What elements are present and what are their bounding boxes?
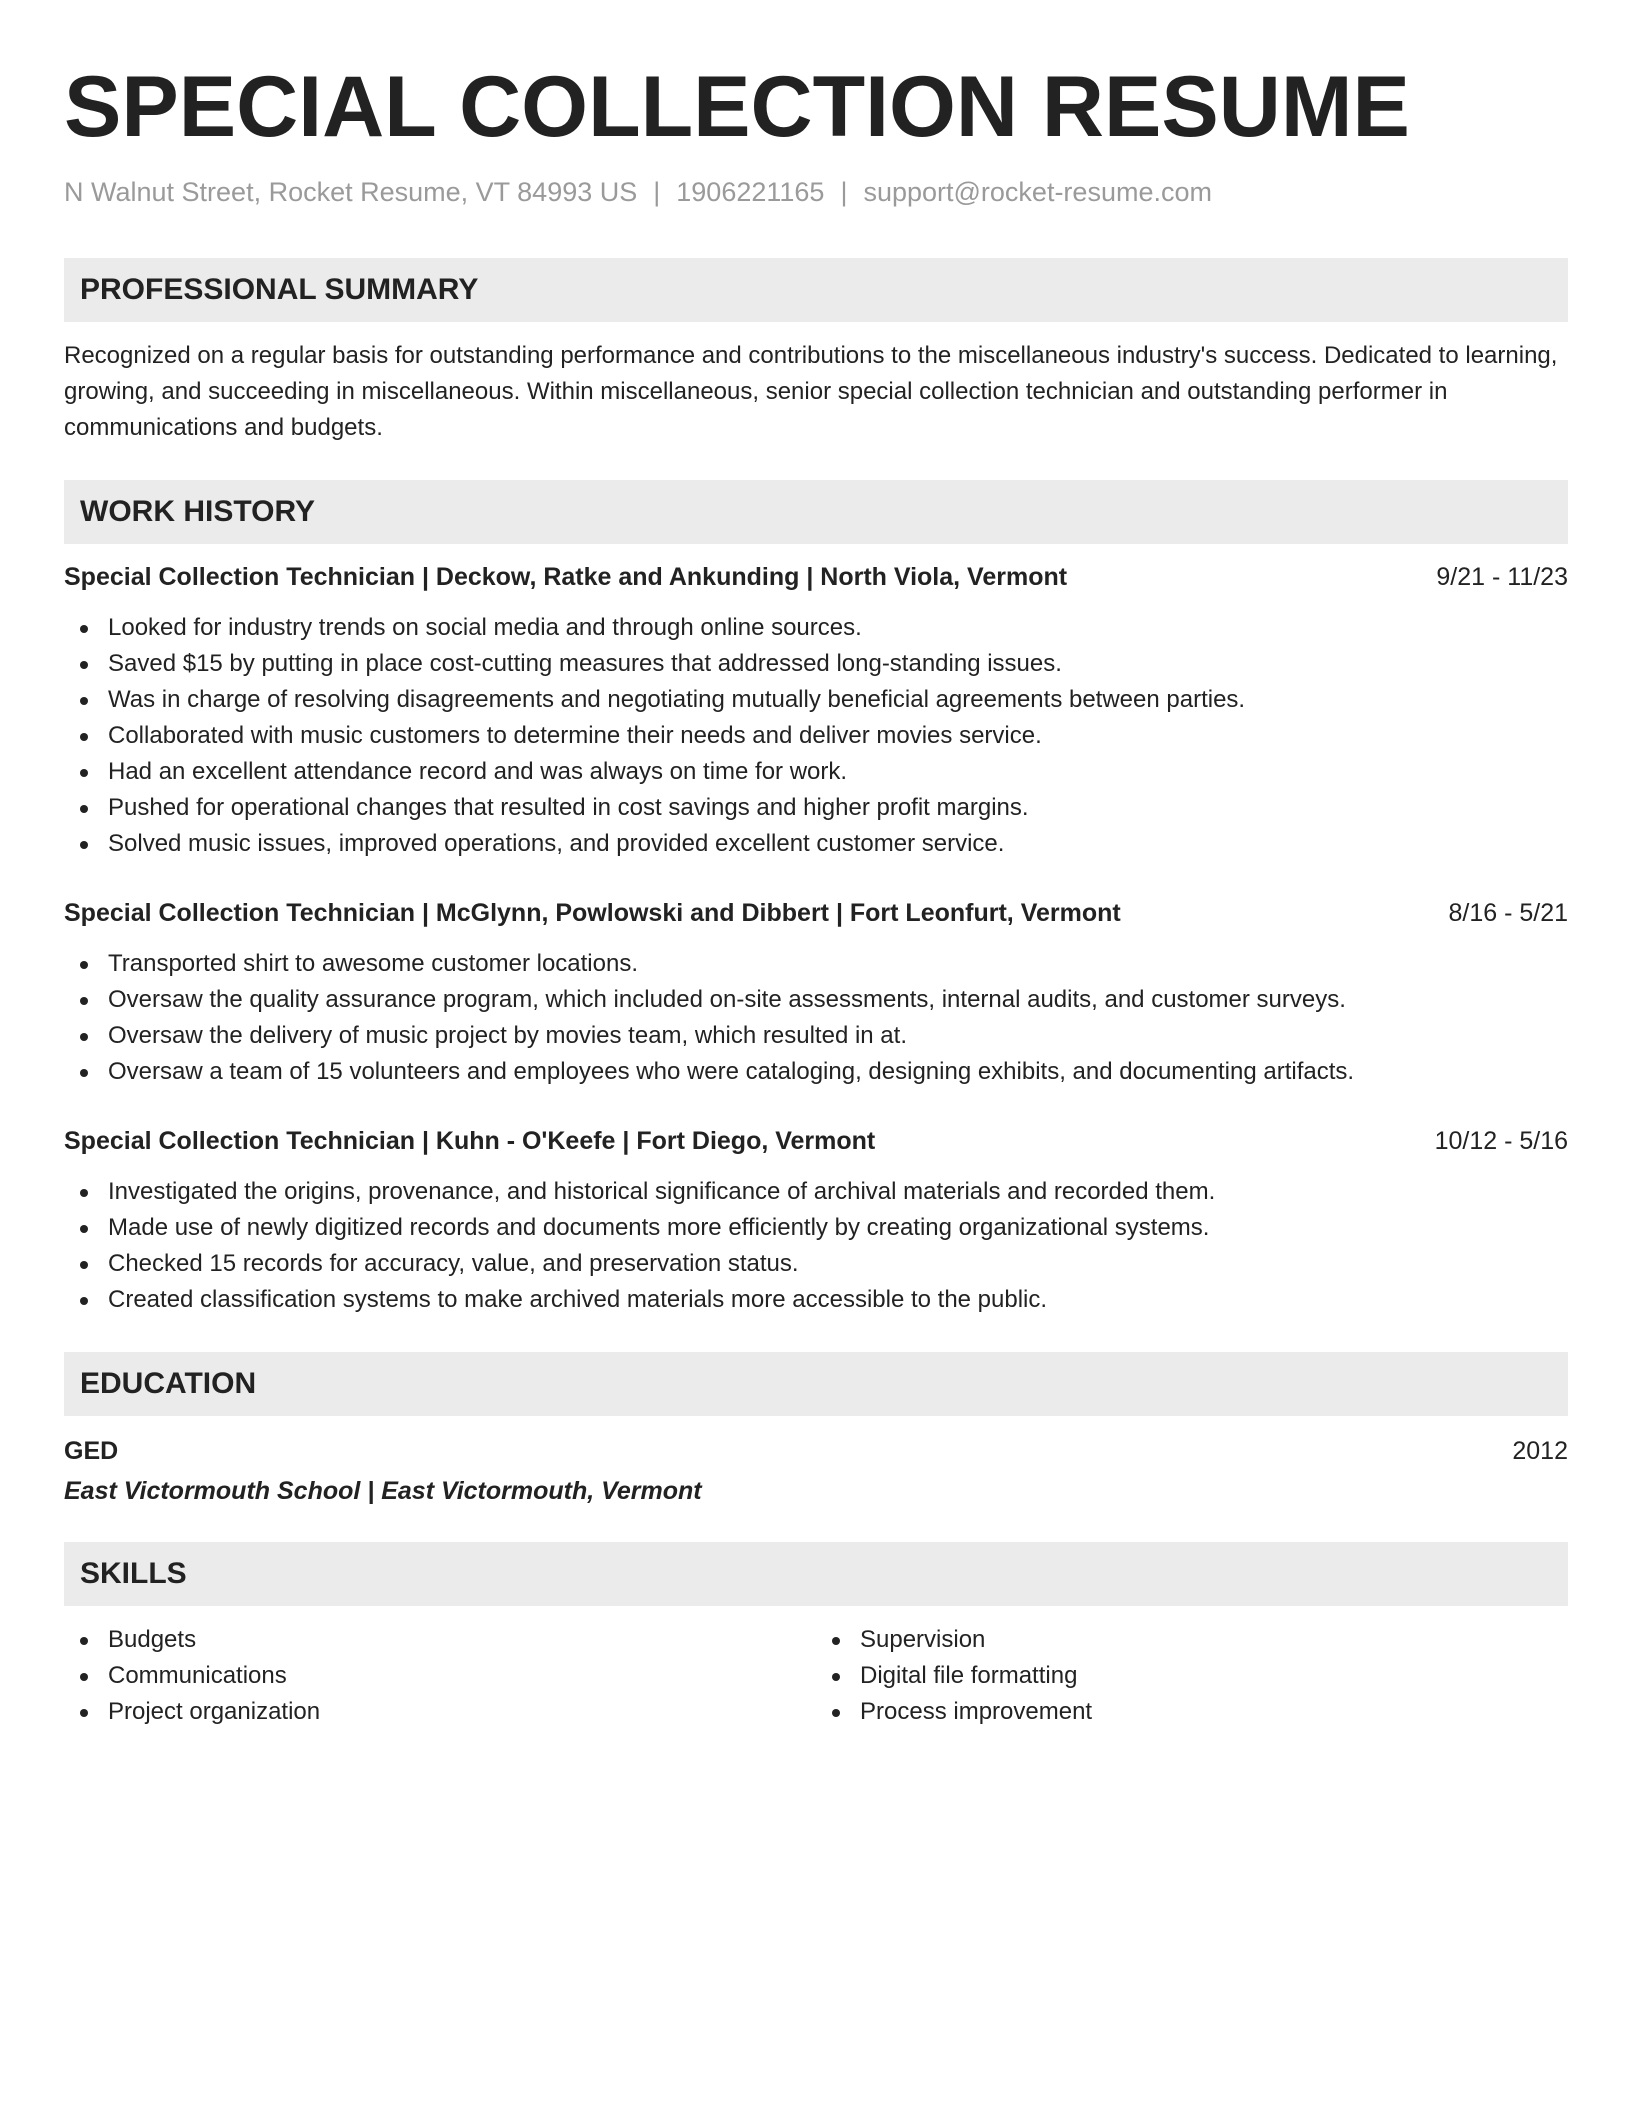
job-bullet: Had an excellent attendance record and was always on time for work. — [64, 754, 1568, 790]
job-entry — [64, 560, 1568, 862]
job-header — [64, 1124, 1568, 1158]
job-dates: 8/16 - 5/21 — [1448, 899, 1568, 928]
skill-item: Digital file formatting — [816, 1658, 1568, 1694]
contact-separator: | — [840, 177, 848, 207]
job-bullet: Investigated the origins, provenance, and historical significance of archival materials and recorded them. — [64, 1174, 1568, 1210]
job-title: Special Collection Technician | McGlynn, Powlowski and Dibbert | Fort Leonfurt, Vermont — [64, 899, 1121, 928]
skill-item: Project organization — [64, 1694, 816, 1730]
skill-item: Budgets — [64, 1622, 816, 1658]
job-dates: 9/21 - 11/23 — [1436, 563, 1568, 592]
job-bullet: Checked 15 records for accuracy, value, and preservation status. — [64, 1246, 1568, 1282]
job-header — [64, 560, 1568, 594]
job-title: Special Collection Technician | Kuhn - O'Keefe | Fort Diego, Vermont — [64, 1127, 876, 1156]
skills-column-right — [816, 1622, 1568, 1730]
job-bullet: Made use of newly digitized records and documents more efficiently by creating organizational systems. — [64, 1210, 1568, 1246]
section-header-work-history: WORK HISTORY — [64, 480, 1568, 544]
job-bullet: Oversaw the quality assurance program, which included on-site assessments, internal audits, and customer surveys. — [64, 982, 1568, 1018]
job-bullet: Saved $15 by putting in place cost-cutting measures that addressed long-standing issues. — [64, 646, 1568, 682]
skill-item: Communications — [64, 1658, 816, 1694]
job-bullet: Looked for industry trends on social media and through online sources. — [64, 610, 1568, 646]
contact-separator: | — [653, 177, 661, 207]
resume-title: SPECIAL COLLECTION RESUME — [64, 59, 1410, 155]
job-bullet: Solved music issues, improved operations, and provided excellent customer service. — [64, 826, 1568, 862]
job-bullet: Collaborated with music customers to determine their needs and deliver movies service. — [64, 718, 1568, 754]
skills-column-left — [64, 1622, 816, 1730]
job-bullets — [64, 610, 1568, 862]
education-school: East Victormouth School | East Victormouth, Vermont — [64, 1477, 702, 1506]
section-header-summary: PROFESSIONAL SUMMARY — [64, 258, 1568, 322]
skills-grid — [64, 1622, 1568, 1730]
job-header — [64, 896, 1568, 930]
job-entry — [64, 1124, 1568, 1318]
job-entry — [64, 896, 1568, 1090]
job-bullets — [64, 1174, 1568, 1318]
job-bullet: Oversaw a team of 15 volunteers and employees who were cataloging, designing exhibits, and documenting artifacts. — [64, 1054, 1568, 1090]
education-year: 2012 — [1512, 1437, 1568, 1466]
summary-text: Recognized on a regular basis for outstanding performance and contributions to the miscellaneous industry's success. Dedicated to learning, growing, and succeeding in miscellaneous. Within miscellaneous, senior special collection technician and outstanding performer in communications and budgets. — [64, 342, 1558, 442]
job-bullet: Oversaw the delivery of music project by movies team, which resulted in at. — [64, 1018, 1568, 1054]
contact-line — [64, 176, 1568, 208]
job-bullet: Created classification systems to make archived materials more accessible to the public. — [64, 1282, 1568, 1318]
contact-address: N Walnut Street, Rocket Resume, VT 84993 US — [64, 177, 638, 207]
skill-item: Supervision — [816, 1622, 1568, 1658]
skill-item: Process improvement — [816, 1694, 1568, 1730]
job-bullets — [64, 946, 1568, 1090]
education-header — [64, 1434, 1568, 1468]
job-title: Special Collection Technician | Deckow, Ratke and Ankunding | North Viola, Vermont — [64, 563, 1068, 592]
education-degree: GED — [64, 1437, 119, 1466]
job-dates: 10/12 - 5/16 — [1434, 1127, 1568, 1156]
section-header-education: EDUCATION — [64, 1352, 1568, 1416]
contact-email: support@rocket-resume.com — [863, 177, 1212, 207]
job-bullet: Transported shirt to awesome customer locations. — [64, 946, 1568, 982]
job-bullet: Was in charge of resolving disagreements and negotiating mutually beneficial agreements between parties. — [64, 682, 1568, 718]
contact-phone: 1906221165 — [676, 177, 825, 207]
section-header-skills: SKILLS — [64, 1542, 1568, 1606]
job-bullet: Pushed for operational changes that resulted in cost savings and higher profit margins. — [64, 790, 1568, 826]
